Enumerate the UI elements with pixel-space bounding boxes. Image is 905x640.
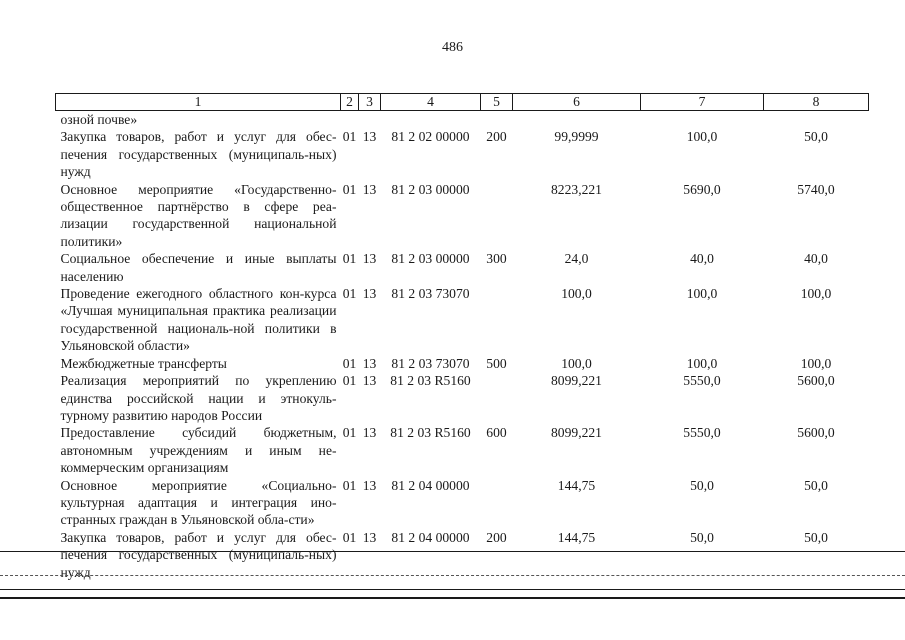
row-col-4 xyxy=(381,111,481,129)
row-col-2: 01 xyxy=(342,477,357,493)
table-row xyxy=(56,372,869,424)
row-col-2: 01 xyxy=(342,251,357,267)
table-row xyxy=(56,111,869,129)
row-col-7: 5690,0 xyxy=(683,181,721,197)
row-name: Реализация мероприятий по укреплению единства российской нации и этнокуль-турному развитию народов России xyxy=(60,373,337,423)
row-col-4: 81 2 04 00000 xyxy=(391,529,470,545)
header-col-1: 1 xyxy=(56,94,341,111)
row-col-2: 01 xyxy=(342,529,357,545)
row-col-6: 144,75 xyxy=(557,529,596,545)
row-col-2: 01 xyxy=(342,286,357,302)
row-name: озной почве» xyxy=(60,112,138,127)
header-col-7: 7 xyxy=(641,94,764,111)
row-col-4: 81 2 03 00000 xyxy=(391,181,470,197)
row-col-6: 8223,221 xyxy=(551,181,602,197)
row-col-8: 5600,0 xyxy=(797,373,835,389)
row-col-8: 5600,0 xyxy=(797,425,835,441)
row-col-8: 5740,0 xyxy=(797,181,835,197)
table-header xyxy=(56,94,869,111)
strike-line xyxy=(0,589,905,590)
row-col-2: 01 xyxy=(342,129,357,145)
row-col-3: 13 xyxy=(362,286,377,302)
row-col-4: 81 2 03 R5160 xyxy=(390,373,471,389)
row-col-4: 81 2 04 00000 xyxy=(391,477,470,493)
table-row xyxy=(56,424,869,476)
row-name: Межбюджетные трансферты xyxy=(60,355,227,371)
row-col-3: 13 xyxy=(362,529,377,545)
row-col-6: 100,0 xyxy=(561,286,592,302)
table-body xyxy=(56,111,869,581)
row-name: Предоставление субсидий бюджетным, автономным учреждениям и иным не-коммерческим организациям xyxy=(60,425,337,476)
row-col-3: 13 xyxy=(362,373,377,389)
header-row xyxy=(56,94,869,111)
header-col-6: 6 xyxy=(513,94,641,111)
row-col-7: 50,0 xyxy=(690,477,714,493)
row-col-5: 500 xyxy=(486,355,507,371)
row-name: Проведение ежегодного областного кон-курса «Лучшая муниципальная практика реализации государственной националь-ной политики в Ульяновской области» xyxy=(60,286,337,354)
row-name: Закупка товаров, работ и услуг для обес-печения государственных (муниципаль-ных) нужд xyxy=(60,129,337,180)
row-col-2: 01 xyxy=(342,355,357,371)
row-col-6: 100,0 xyxy=(561,355,592,371)
row-name: Основное мероприятие «Социально-культурная адаптация и интеграция ино-странных граждан в Ульяновской обла-сти» xyxy=(60,477,337,528)
row-col-5: 600 xyxy=(486,425,507,441)
row-col-3: 13 xyxy=(362,129,377,145)
row-col-3: 13 xyxy=(362,477,377,493)
row-col-3: 13 xyxy=(362,355,377,371)
row-col-5 xyxy=(481,181,513,251)
header-col-5: 5 xyxy=(481,94,513,111)
row-col-5: 200 xyxy=(486,129,507,145)
row-col-2: 01 xyxy=(342,181,357,197)
row-col-2 xyxy=(341,111,359,129)
row-col-5: 300 xyxy=(486,251,507,267)
row-col-6: 8099,221 xyxy=(551,425,602,441)
row-col-3: 13 xyxy=(362,251,377,267)
row-col-5 xyxy=(481,285,513,355)
row-col-7: 5550,0 xyxy=(683,425,721,441)
row-name: Социальное обеспечение и иные выплаты населению xyxy=(60,251,337,284)
table-row xyxy=(56,250,869,285)
row-col-6: 24,0 xyxy=(564,251,589,267)
row-col-8: 40,0 xyxy=(804,251,828,267)
row-col-8: 50,0 xyxy=(804,477,828,493)
budget-table xyxy=(55,93,869,581)
table-row xyxy=(56,285,869,355)
row-col-4: 81 2 03 00000 xyxy=(391,251,470,267)
row-col-4: 81 2 03 73070 xyxy=(391,355,470,371)
row-col-7: 100,0 xyxy=(686,355,718,371)
row-col-8 xyxy=(764,111,869,129)
table-row xyxy=(56,529,869,581)
row-col-4: 81 2 02 00000 xyxy=(391,129,470,145)
row-col-8: 100,0 xyxy=(800,286,832,302)
row-col-7: 100,0 xyxy=(686,129,718,145)
table-row xyxy=(56,181,869,251)
table-row xyxy=(56,477,869,529)
row-col-6: 144,75 xyxy=(557,477,596,493)
row-col-5: 200 xyxy=(486,529,507,545)
row-col-7: 40,0 xyxy=(690,251,714,267)
row-col-5 xyxy=(481,477,513,529)
table-row xyxy=(56,128,869,180)
row-name: Закупка товаров, работ и услуг для обес-печения государственных (муниципаль-ных) нужд xyxy=(60,529,337,580)
row-col-7: 5550,0 xyxy=(683,373,721,389)
row-col-5 xyxy=(481,372,513,424)
dashed-line xyxy=(0,575,905,576)
header-col-4: 4 xyxy=(381,94,481,111)
strike-line xyxy=(0,551,905,552)
table-row xyxy=(56,355,869,372)
row-col-3 xyxy=(359,111,381,129)
row-col-3: 13 xyxy=(362,181,377,197)
row-col-2: 01 xyxy=(342,373,357,389)
row-col-3: 13 xyxy=(362,425,377,441)
row-col-8: 100,0 xyxy=(800,355,832,371)
row-col-7: 50,0 xyxy=(690,529,714,545)
header-col-2: 2 xyxy=(341,94,359,111)
row-col-5 xyxy=(481,111,513,129)
row-col-4: 81 2 03 73070 xyxy=(391,286,470,302)
header-col-3: 3 xyxy=(359,94,381,111)
row-col-6: 8099,221 xyxy=(551,373,602,389)
bottom-rule xyxy=(0,597,905,599)
page-number: 486 xyxy=(442,40,463,55)
row-col-4: 81 2 03 R5160 xyxy=(390,425,471,441)
row-col-6 xyxy=(513,111,641,129)
row-col-8: 50,0 xyxy=(804,129,828,145)
row-col-7 xyxy=(641,111,764,129)
row-col-6: 99,9999 xyxy=(554,129,599,145)
header-col-8: 8 xyxy=(764,94,869,111)
row-name: Основное мероприятие «Государственно-общественное партнёрство в сфере реа-лизации государственной национальной политики» xyxy=(60,181,337,249)
row-col-7: 100,0 xyxy=(686,286,718,302)
row-col-8: 50,0 xyxy=(804,529,828,545)
row-col-2: 01 xyxy=(342,425,357,441)
